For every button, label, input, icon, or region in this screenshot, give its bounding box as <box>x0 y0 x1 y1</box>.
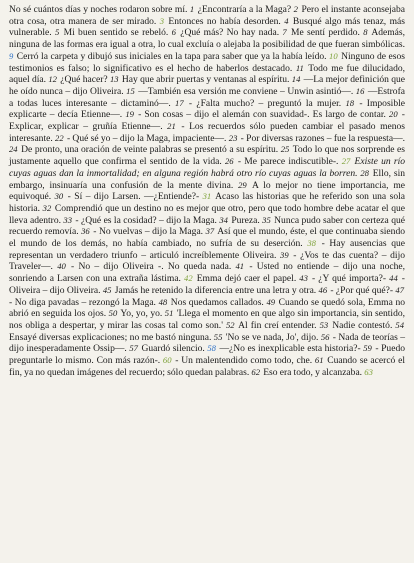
sentence-text: Ensayé diversas explicaciones; no me bastó ninguna. <box>9 331 214 343</box>
sentence-text: Eso era todo, y alcanzaba. <box>261 366 365 378</box>
sentence-number: 9 <box>9 50 14 61</box>
sentence-number: 49 <box>266 296 276 307</box>
sentence-text: Nadie contestó. <box>329 319 396 331</box>
sentence-number: 62 <box>251 366 261 377</box>
sentence-text: —La mejor definición que he oído nunca – dijo Oliveira. <box>9 74 405 97</box>
sentence-text: —¿No es inexplicable esta historia?- <box>216 343 364 355</box>
sentence-number: 5 <box>55 27 60 38</box>
sentence-number: 57 <box>129 343 138 354</box>
sentence-text: - Sí – dijo Larsen. —¿Entiende?- <box>64 191 203 203</box>
sentence-text: ¿Encontraría a la Maga? <box>195 4 294 15</box>
sentence-number: 52 <box>225 319 235 330</box>
sentence-number: 30 <box>54 191 64 202</box>
sentence-text: Cerró la carpeta y dibujó sus iniciales en la tapa para saber que ya la había leído. <box>14 50 330 62</box>
sentence-text: Yo, yo, yo. <box>118 308 165 320</box>
sentence-number: 12 <box>48 74 57 85</box>
sentence-text: ¿Qué más? No hay nada. <box>176 27 283 39</box>
sentence-text: 'Llega el momento en que algo sin importancia, sin sentido, nos obliga a despertar, y mirar las cosas tal como son.' <box>9 308 406 331</box>
sentence-number: 42 <box>184 273 193 284</box>
sentence-text: - ¿Qué es la cosidad? – dijo la Maga. <box>73 214 220 226</box>
sentence-text: - Imposible explicarte – decía Etienne—. <box>9 97 405 121</box>
sentence-text: - Los recuerdos sólo pueden cambiar el pasado menos interesante. <box>9 121 405 144</box>
sentence-text: - ¿Y qué importa?- <box>308 273 390 285</box>
sentence-text: - Puedo preguntarle lo mismo. Con más razón-. <box>9 343 405 367</box>
sentence-number: 53 <box>319 319 329 330</box>
sentence-text: Pureza. <box>228 214 263 226</box>
sentence-text: Entonces no había desorden. <box>165 15 285 27</box>
sentence-number: 6 <box>171 27 176 38</box>
sentence-text: Cuando se quedó sola, Emma no abrió en seguida los ojos. <box>9 296 405 320</box>
sentence-text: A lo mejor no tiene importancia, me equivoqué. <box>9 179 405 203</box>
sentence-number: 50 <box>108 308 118 319</box>
sentence-text: No sé cuántos días y noches rodaron sobre mí. <box>9 4 190 15</box>
sentence-text: - Usted no entiende – dijo una noche, sonriendo a Larsen con una extraña lástima. <box>9 261 406 285</box>
sentence-number: 34 <box>219 214 228 225</box>
sentence-number: 29 <box>238 179 247 190</box>
sentence-text: Ello, sin embargo, insinuaría una confusión de la mente divina. <box>9 167 405 191</box>
body-text <box>9 4 405 379</box>
sentence-text: - Nada de teorías – dijo inesperadamente Ossip—. <box>9 331 405 355</box>
sentence-number: 4 <box>284 15 289 26</box>
sentence-number: 43 <box>299 273 308 284</box>
sentence-text: Nunca pudo saber con certeza qué recuerdo removía. <box>9 214 405 238</box>
sentence-text: Ninguno de esos testimonios es falso; lo significativo es el hecho de haberlos destacado. <box>9 50 405 74</box>
sentence-text: Jamás he retenido la diferencia entre una letra y otra. <box>112 284 319 296</box>
sentence-text: - Qué sé yo – dijo la Maga, impaciente—. <box>64 132 229 144</box>
sentence-number: 23 <box>228 132 238 143</box>
sentence-number: 7 <box>282 27 287 38</box>
sentence-text: Así que el mundo, éste, el que continuaba siendo el mundo de los demás, no había cambiado, no sufría de su deserción. <box>9 226 405 250</box>
sentence-text: - Un malentendido como todo, che. <box>172 355 315 367</box>
sentence-number: 25 <box>280 144 290 155</box>
sentence-number: 41 <box>235 261 245 272</box>
sentence-number: 47 <box>395 284 404 295</box>
sentence-text: Pero el instante aconsejaba otra cosa, otra manera de ser mirado. <box>9 4 405 27</box>
sentence-number: 63 <box>364 366 373 377</box>
sentence-text: - No diga pavadas – rezongó la Maga. <box>9 296 159 308</box>
sentence-text: De pronto, una oración de veinte palabras se presentó a su espíritu. <box>18 144 281 156</box>
sentence-number: 39 <box>280 249 289 260</box>
sentence-text: Mi buen sentido se rebeló. <box>60 27 172 39</box>
sentence-number: 26 <box>225 156 234 167</box>
sentence-number: 18 <box>345 97 355 108</box>
sentence-number: 56 <box>320 331 330 342</box>
sentence-number: 55 <box>213 331 223 342</box>
sentence-text: - No – dijo Oliveira -. No queda nada. <box>66 261 236 273</box>
sentence-number: 48 <box>158 296 168 307</box>
sentence-number: 58 <box>207 343 216 354</box>
sentence-number: 35 <box>262 214 271 225</box>
sentence-text: - ¿Vos te das cuenta? – dijo Traveler—. <box>9 249 405 273</box>
sentence-text: Cuando se acercó el fin, ya no quedan imágenes del recuerdo; sólo quedan palabras. <box>9 355 405 378</box>
sentence-text: Es largo de contar. <box>312 109 390 121</box>
sentence-number: 37 <box>205 226 215 237</box>
sentence-number: 40 <box>57 261 66 272</box>
sentence-text: —Estrofa a todas luces interesante – dictaminó—. <box>9 85 405 109</box>
sentence-number: 2 <box>293 4 298 14</box>
sentence-number: 22 <box>55 132 64 143</box>
sentence-number: 33 <box>63 214 72 225</box>
sentence-number: 45 <box>102 284 112 295</box>
sentence-number: 46 <box>318 284 328 295</box>
sentence-text: - Por diversas razones – fue la respuesta—. <box>238 132 406 144</box>
sentence-text: - No vuelvas – dijo la Maga. <box>90 226 206 238</box>
sentence-text: - Oliveira – dijo Oliveira. <box>9 273 405 296</box>
sentence-text: —También esa versión me conviene – Unwin asintió—. <box>135 85 356 97</box>
sentence-text: Todo lo que nos sorprende es justamente aquello que confirma el sentido de la vida. <box>9 144 406 168</box>
sentence-text: - Son cosas – dijo el alemán con suavidad-. <box>134 109 313 121</box>
sentence-number: 61 <box>314 355 324 366</box>
sentence-number: 54 <box>395 319 404 330</box>
sentence-number: 15 <box>126 85 135 96</box>
sentence-text: Comprendió que un destino no es mejor que otro, pero que todo hombre debe acatar el que lleva adentro. <box>9 202 405 226</box>
sentence-number: 27 <box>341 156 351 167</box>
sentence-text: Hay que abrir puertas y ventanas al espíritu. <box>119 74 292 86</box>
sentence-number: 31 <box>202 191 212 202</box>
sentence-number: 17 <box>175 97 184 108</box>
sentence-number: 19 <box>125 109 134 120</box>
sentence-number: 51 <box>164 308 174 319</box>
sentence-text: Emma dejó caer el papel. <box>193 273 300 285</box>
sentence-text: Todo me fue dilucidado, aquel día. <box>9 62 405 86</box>
sentence-text: Nos quedamos callados. <box>168 296 267 308</box>
sentence-number: 59 <box>363 343 372 354</box>
sentence-text: Además, ninguna de las formas era igual a otra, lo cual excluía o alejaba la posibilidad de que fueran simbólicas. <box>9 27 405 51</box>
sentence-number: 11 <box>295 62 304 73</box>
sentence-number: 14 <box>291 74 301 85</box>
sentence-number: 44 <box>389 273 398 284</box>
sentence-text: - Explicar, explicar – gruñía Etienne—. <box>9 109 405 133</box>
sentence-text: 'No se ve nada, Jo', dijo. <box>223 331 321 343</box>
sentence-number: 13 <box>109 74 119 85</box>
sentence-text: Guardó silencio. <box>138 343 208 355</box>
sentence-number: 8 <box>363 27 368 38</box>
sentence-number: 16 <box>355 85 365 96</box>
sentence-text: - ¿Falta mucho? – preguntó la mujer. <box>184 97 346 109</box>
sentence-text: - Me parece indiscutible-. <box>234 156 342 168</box>
sentence-number: 21 <box>167 121 176 132</box>
sentence-text: Me sentí perdido. <box>287 27 364 39</box>
sentence-text: Acaso las historias que he referido son una sola historia. <box>9 191 405 214</box>
sentence-text: Busqué algo más tenaz, más vulnerable. <box>9 15 405 39</box>
sentence-number: 3 <box>159 15 164 26</box>
sentence-number: 60 <box>162 355 172 366</box>
sentence-number: 28 <box>360 167 369 178</box>
italic-sentence: Existe un río cuyas aguas dan la inmortalidad; en alguna región habrá otro río cuyas aguas la borren. <box>9 156 405 179</box>
sentence-number: 20 <box>389 109 398 120</box>
sentence-number: 32 <box>42 202 52 213</box>
sentence-text: Al fin creí entender. <box>235 319 320 331</box>
sentence-number: 10 <box>329 50 338 61</box>
sentence-number: 36 <box>81 226 90 237</box>
sentence-text: - Hay ausencias que representan un verdadero triunfo – articuló increíblemente Oliveira. <box>9 238 405 261</box>
sentence-text: - ¿Por qué qué?- <box>328 284 396 296</box>
sentence-text: ¿Qué hacer? <box>57 74 110 86</box>
sentence-number: 24 <box>9 144 18 155</box>
sentence-number: 38 <box>307 238 316 249</box>
sentence-number: 1 <box>189 4 195 14</box>
